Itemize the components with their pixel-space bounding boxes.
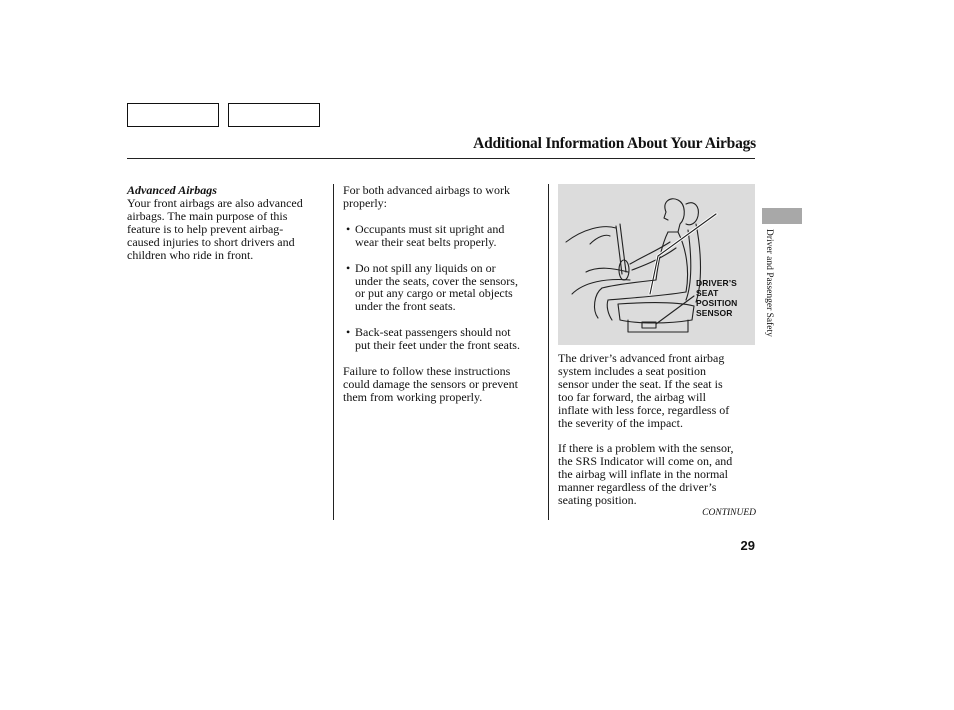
text-line: inflate with less force, regardless of xyxy=(558,402,730,417)
section-caption: Driver and Passenger Safety xyxy=(764,229,774,337)
bullet-item xyxy=(343,223,545,249)
header-rule xyxy=(127,158,755,159)
bullet-dot: • xyxy=(346,325,351,340)
text-line: For both advanced airbags to work xyxy=(343,183,510,197)
text-line: Do not spill any liquids on or xyxy=(355,260,496,275)
text-line: The driver’s advanced front airbag xyxy=(558,351,725,365)
column-divider xyxy=(333,184,334,520)
text-line: seating position. xyxy=(558,493,637,508)
text-line: the severity of the impact. xyxy=(558,415,683,430)
text-line: Occupants must sit upright and xyxy=(355,221,505,236)
column-requirements xyxy=(343,184,545,404)
text-line: too far forward, the airbag will xyxy=(558,389,706,404)
continued-label: CONTINUED xyxy=(702,508,756,518)
seat-sensor-illustration xyxy=(558,184,755,345)
text-line: airbags. The main purpose of this xyxy=(127,208,288,223)
section-subhead: Advanced Airbags xyxy=(127,183,217,197)
text-line: caused injuries to short drivers and xyxy=(127,234,295,249)
bullet-item xyxy=(343,262,545,314)
text-line: children who ride in front. xyxy=(127,247,254,262)
text-line: the airbag will inflate in the normal xyxy=(558,467,728,482)
text-line: sensor under the seat. If the seat is xyxy=(558,376,723,391)
driver-seated-drawing xyxy=(558,184,755,345)
section-tab[interactable] xyxy=(762,208,802,224)
column-divider xyxy=(548,184,549,520)
text-line: Failure to follow these instructions xyxy=(343,364,511,379)
text-line: If there is a problem with the sensor, xyxy=(558,441,734,456)
text-line: under the seats, cover the sensors, xyxy=(355,273,518,288)
text-line: Your front airbags are also advanced xyxy=(127,195,303,210)
text-line: feature is to help prevent airbag- xyxy=(127,221,284,236)
callout-line: DRIVER’S xyxy=(696,278,737,288)
bullet-item xyxy=(343,326,545,352)
text-line: could damage the sensors or prevent xyxy=(343,376,518,391)
text-line: them from working properly. xyxy=(343,389,483,404)
callout-line: SENSOR xyxy=(696,308,733,318)
text-line: system includes a seat position xyxy=(558,363,706,378)
text-line: put their feet under the front seats. xyxy=(355,338,520,353)
column-advanced-airbags xyxy=(127,184,327,261)
callout-line: SEAT xyxy=(696,288,719,298)
text-line: or put any cargo or metal objects xyxy=(355,286,513,301)
column-seat-sensor xyxy=(558,352,756,507)
bullet-dot: • xyxy=(346,260,351,275)
text-line: under the front seats. xyxy=(355,299,456,314)
nav-index-button[interactable] xyxy=(228,103,320,127)
sensor-callout-label xyxy=(696,278,737,318)
bullet-dot: • xyxy=(346,221,351,236)
callout-line: POSITION xyxy=(696,298,738,308)
text-line: properly: xyxy=(343,195,387,210)
page-title: Additional Information About Your Airbags xyxy=(473,135,756,152)
text-line: wear their seat belts properly. xyxy=(355,234,497,249)
text-line: Back-seat passengers should not xyxy=(355,325,511,340)
nav-main-menu-button[interactable] xyxy=(127,103,219,127)
page-number: 29 xyxy=(740,538,755,553)
text-line: manner regardless of the driver’s xyxy=(558,480,717,495)
text-line: the SRS Indicator will come on, and xyxy=(558,454,733,469)
